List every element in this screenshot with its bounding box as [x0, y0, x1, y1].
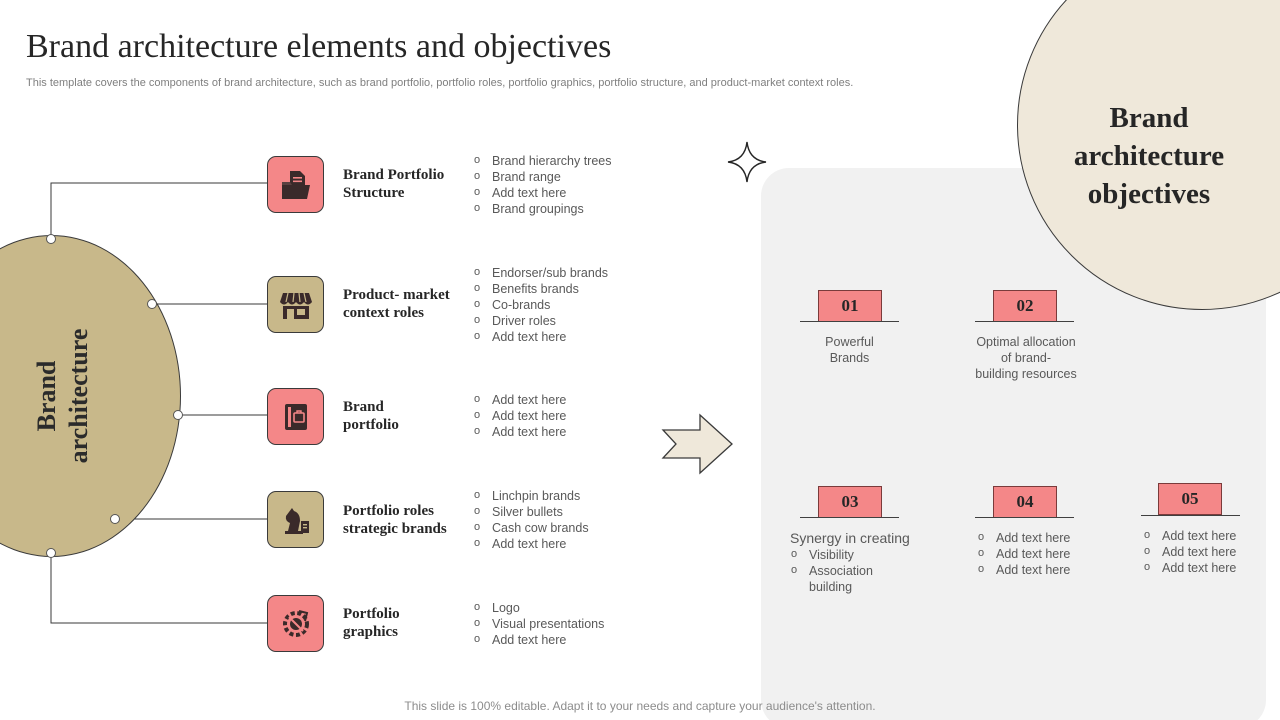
objective-bullet-list	[791, 547, 873, 579]
element-bullet-list	[474, 392, 566, 440]
list-item: o Benefits brands	[474, 281, 608, 297]
element-label: Brand portfolio	[343, 399, 399, 433]
folder-document-icon	[279, 168, 313, 202]
list-item: o Add text here	[474, 424, 566, 440]
list-item: o Add text here	[474, 632, 604, 648]
list-item: o Add text here	[1144, 528, 1236, 544]
list-item: o Add text here	[1144, 560, 1236, 576]
connector-node	[173, 410, 183, 420]
page-title: Brand architecture elements and objectives	[26, 28, 612, 65]
hub-label: Brand architecture	[32, 328, 93, 464]
chess-knight-icon	[279, 503, 313, 537]
page-subtitle: This template covers the components of brand architecture, such as brand portfolio, portfolio roles, portfolio graphics, portfolio structure, and product-market context roles.	[26, 77, 854, 89]
objective-bullet-list	[978, 530, 1070, 578]
sparkle-star-icon	[726, 140, 768, 184]
objective-text: Powerful Brands	[825, 335, 874, 365]
objective-underline	[800, 517, 899, 518]
element-bullet-list	[474, 265, 608, 345]
element-icon-box	[267, 156, 324, 213]
element-icon-box	[267, 276, 324, 333]
list-item: o Endorser/sub brands	[474, 265, 608, 281]
objective-number: 02	[993, 290, 1057, 322]
list-item: o Association	[791, 563, 873, 579]
list-item: o Cash cow brands	[474, 520, 589, 536]
footer-note: This slide is 100% editable. Adapt it to your needs and capture your audience's attention.	[404, 699, 876, 713]
objective-text: Optimal allocation of brand- building resources	[975, 335, 1077, 381]
objective-number: 04	[993, 486, 1057, 518]
connector-node	[110, 514, 120, 524]
list-item: o Add text here	[1144, 544, 1236, 560]
objective-bullet-list	[1144, 528, 1236, 576]
element-label: Portfolio graphics	[343, 606, 400, 640]
list-item: o Add text here	[474, 536, 589, 552]
list-item: o Visual presentations	[474, 616, 604, 632]
list-item: o Add text here	[474, 392, 566, 408]
graphics-gear-icon	[279, 607, 313, 641]
portfolio-binder-icon	[279, 400, 313, 434]
list-item: o Add text here	[978, 530, 1070, 546]
objectives-title: Brand architecture objectives	[1073, 102, 1225, 210]
list-item: o Co-brands	[474, 297, 608, 313]
objective-text: building	[809, 580, 853, 594]
list-item: o Visibility	[791, 547, 873, 563]
list-item: o Driver roles	[474, 313, 608, 329]
list-item: o Brand hierarchy trees	[474, 153, 612, 169]
objective-underline	[1141, 515, 1240, 516]
storefront-icon	[279, 288, 313, 322]
objective-underline	[800, 321, 899, 322]
list-item: o Logo	[474, 600, 604, 616]
element-icon-box	[267, 388, 324, 445]
list-item: o Brand groupings	[474, 201, 612, 217]
element-label: Product- market context roles	[343, 287, 450, 321]
objective-underline	[975, 321, 1074, 322]
objective-underline	[975, 517, 1074, 518]
chevron-arrow-icon	[660, 412, 736, 476]
objective-number: 03	[818, 486, 882, 518]
element-icon-box	[267, 595, 324, 652]
connector-node	[46, 234, 56, 244]
objective-number: 05	[1158, 483, 1222, 515]
connector-node	[46, 548, 56, 558]
list-item: o Linchpin brands	[474, 488, 589, 504]
element-bullet-list	[474, 153, 612, 217]
list-item: o Add text here	[474, 185, 612, 201]
element-bullet-list	[474, 600, 604, 648]
list-item: o Silver bullets	[474, 504, 589, 520]
list-item: o Brand range	[474, 169, 612, 185]
element-label: Brand Portfolio Structure	[343, 167, 445, 201]
element-label: Portfolio roles strategic brands	[343, 503, 447, 537]
objective-heading: Synergy in creating	[790, 530, 910, 546]
list-item: o Add text here	[978, 562, 1070, 578]
list-item: o Add text here	[474, 408, 566, 424]
element-icon-box	[267, 491, 324, 548]
element-bullet-list	[474, 488, 589, 552]
list-item: o Add text here	[978, 546, 1070, 562]
connector-node	[147, 299, 157, 309]
objective-number: 01	[818, 290, 882, 322]
list-item: o Add text here	[474, 329, 608, 345]
